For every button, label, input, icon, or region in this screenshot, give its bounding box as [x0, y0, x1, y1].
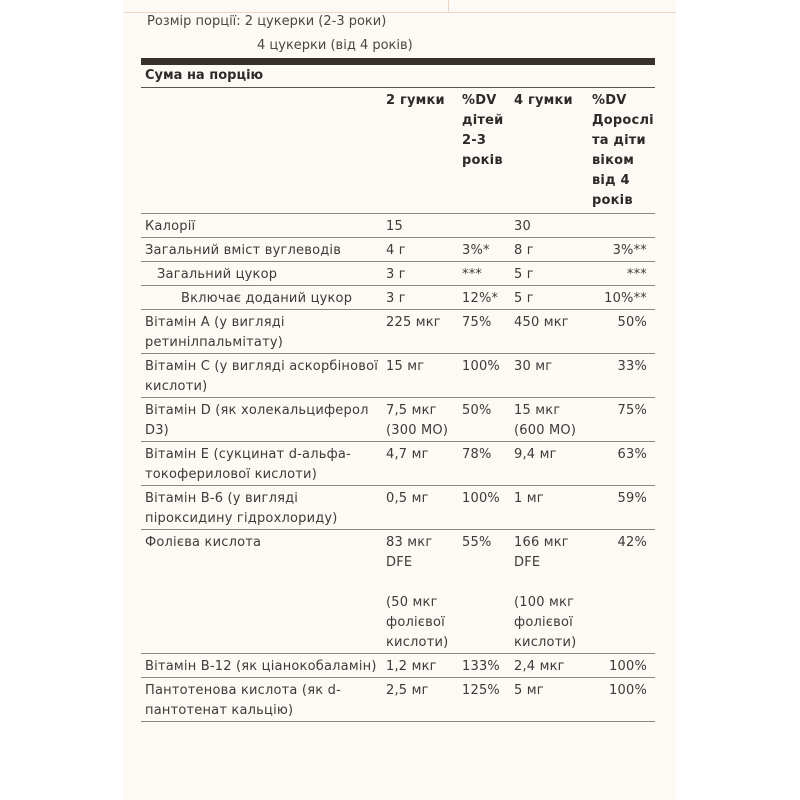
dv-children: ***: [459, 262, 511, 286]
table-row: [141, 310, 655, 354]
dv-adults: 3%**: [589, 238, 655, 262]
dv-adults: 75%: [589, 398, 655, 442]
thick-divider: [141, 58, 655, 65]
nutrient-name: Включає доданий цукор: [141, 286, 383, 310]
dv-children: 50%: [459, 398, 511, 442]
amount-2-gummies: 225 мкг: [383, 310, 459, 354]
column-header-dv-children: %DV дітей 2-3 років: [459, 88, 511, 214]
nutrient-name: Калорії: [141, 214, 383, 238]
amount-2-gummies: 3 г: [383, 262, 459, 286]
table-row: [141, 354, 655, 398]
dv-adults: 63%: [589, 442, 655, 486]
amount-4-gummies: 30: [511, 214, 589, 238]
amount-4-gummies: 5 г: [511, 286, 589, 310]
dv-children: 12%*: [459, 286, 511, 310]
amount-4-gummies: 15 мкг (600 МО): [511, 398, 589, 442]
amount-4-gummies: 5 г: [511, 262, 589, 286]
dv-children: 100%: [459, 486, 511, 530]
supplement-facts-panel: [123, 0, 676, 800]
table-row: [141, 530, 655, 654]
dv-children: 3%*: [459, 238, 511, 262]
nutrient-name: Загальний цукор: [141, 262, 383, 286]
dv-children: 133%: [459, 654, 511, 678]
amount-2-gummies-note: (50 мкг фолієвої кислоти): [386, 595, 449, 650]
nutrient-name: Фолієва кислота: [141, 530, 383, 654]
amount-4-gummies: 1 мг: [511, 486, 589, 530]
dv-children: 75%: [459, 310, 511, 354]
amount-4-gummies: 9,4 мг: [511, 442, 589, 486]
dv-adults: ***: [589, 262, 655, 286]
table-row: [141, 262, 655, 286]
amount-2-gummies: 2,5 мг: [383, 678, 459, 722]
amount-2-gummies: 7,5 мкг (300 МО): [383, 398, 459, 442]
nutrient-name: Вітамін С (у вигляді аскорбінової кислоти): [141, 354, 383, 398]
amount-2-gummies: 4 г: [383, 238, 459, 262]
dv-adults: 42%: [589, 530, 655, 654]
dv-adults: 50%: [589, 310, 655, 354]
amount-2-gummies: 15: [383, 214, 459, 238]
dv-adults: 100%: [589, 654, 655, 678]
dv-adults: 10%**: [589, 286, 655, 310]
table-row: [141, 486, 655, 530]
column-header-2-gummies: 2 гумки: [383, 88, 459, 214]
nutrient-name: Вітамін А (у вигляді ретинілпальмітату): [141, 310, 383, 354]
dv-children: 125%: [459, 678, 511, 722]
amount-per-serving-heading: Сума на порцію: [145, 68, 264, 83]
nutrient-name: Загальний вміст вуглеводів: [141, 238, 383, 262]
table-row: [141, 286, 655, 310]
amount-2-gummies-cell: [383, 530, 459, 654]
amount-2-gummies: 83 мкг DFE: [386, 535, 433, 570]
amount-2-gummies: 0,5 мг: [383, 486, 459, 530]
dv-adults: 100%: [589, 678, 655, 722]
dv-adults: [589, 214, 655, 238]
top-divider-tick: [448, 0, 449, 12]
serving-size-line-1: Розмір порції: 2 цукерки (2-3 роки): [147, 14, 387, 29]
table-header-row: [141, 88, 655, 214]
amount-4-gummies: 30 мг: [511, 354, 589, 398]
dv-children: [459, 214, 511, 238]
spacer: [386, 573, 456, 593]
table-row: [141, 442, 655, 486]
amount-2-gummies: 1,2 мкг: [383, 654, 459, 678]
nutrient-name: Вітамін В-6 (у вигляді піроксидину гідрохлориду): [141, 486, 383, 530]
dv-adults: 33%: [589, 354, 655, 398]
nutrient-name: Пантотенова кислота (як d-пантотенат кальцію): [141, 678, 383, 722]
amount-2-gummies: 15 мг: [383, 354, 459, 398]
amount-4-gummies-note: (100 мкг фолієвої кислоти): [514, 595, 577, 650]
table-row: [141, 398, 655, 442]
amount-4-gummies: 166 мкг DFE: [514, 535, 569, 570]
serving-size-line-2: 4 цукерки (від 4 років): [257, 38, 413, 53]
dv-children: 100%: [459, 354, 511, 398]
spacer: [514, 573, 586, 593]
column-header-4-gummies: 4 гумки: [511, 88, 589, 214]
amount-4-gummies: 2,4 мкг: [511, 654, 589, 678]
top-divider: [123, 12, 676, 13]
dv-children: 55%: [459, 530, 511, 654]
table-row: [141, 654, 655, 678]
dv-adults: 59%: [589, 486, 655, 530]
dv-children: 78%: [459, 442, 511, 486]
column-header-dv-adults: %DV Дорослі та діти віком від 4 років: [589, 88, 655, 214]
nutrition-table: [141, 88, 655, 722]
amount-4-gummies: 5 мг: [511, 678, 589, 722]
amount-2-gummies: 4,7 мг: [383, 442, 459, 486]
table-row: [141, 238, 655, 262]
amount-4-gummies-cell: [511, 530, 589, 654]
nutrient-name: Вітамін Е (сукцинат d-альфа-токоферилової кислоти): [141, 442, 383, 486]
table-row: [141, 678, 655, 722]
amount-4-gummies: 450 мкг: [511, 310, 589, 354]
table-row: [141, 214, 655, 238]
amount-4-gummies: 8 г: [511, 238, 589, 262]
nutrient-name: Вітамін D (як холекальциферол D3): [141, 398, 383, 442]
amount-2-gummies: 3 г: [383, 286, 459, 310]
nutrient-name: Вітамін В-12 (як ціанокобаламін): [141, 654, 383, 678]
header-empty-cell: [141, 88, 383, 214]
